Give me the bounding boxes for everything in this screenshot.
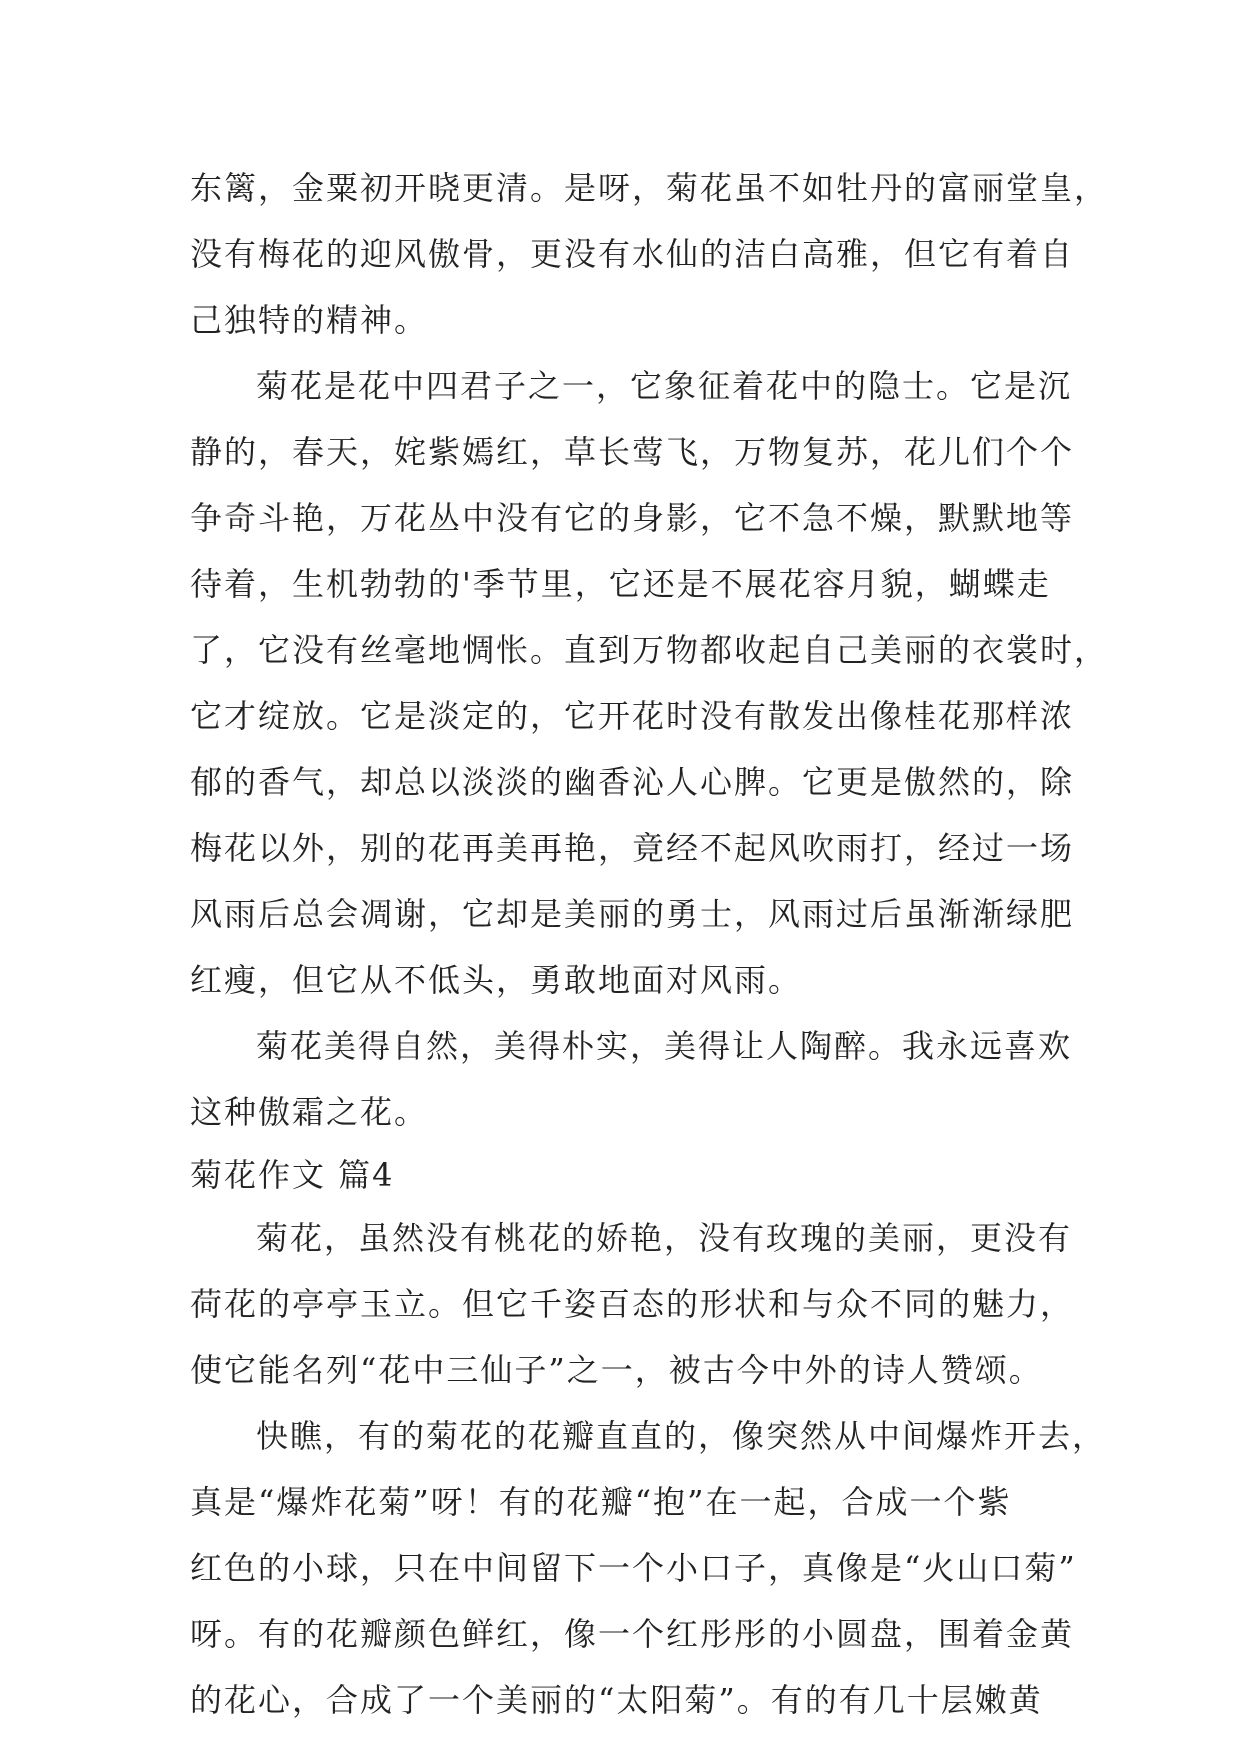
text-line: 争奇斗艳，万花丛中没有它的身影，它不急不燥，默默地等 bbox=[190, 499, 1075, 537]
text-line: 呀。有的花瓣颜色鲜红，像一个红彤彤的小圆盘，围着金黄 bbox=[190, 1615, 1075, 1653]
text-line: 红瘦，但它从不低头，勇敢地面对风雨。 bbox=[190, 961, 803, 999]
text-line: 这种傲霜之花。 bbox=[190, 1093, 429, 1131]
text-line: 己独特的精神。 bbox=[190, 301, 429, 339]
document-body bbox=[190, 155, 1109, 1733]
text-line: 东篱，金粟初开晓更清。是呀，菊花虽不如牡丹的富丽堂皇， bbox=[190, 169, 1109, 207]
text-line: 荷花的亭亭玉立。但它千姿百态的形状和与众不同的魅力， bbox=[190, 1285, 1075, 1323]
text-line: 郁的香气，却总以淡淡的幽香沁人心脾。它更是傲然的，除 bbox=[190, 763, 1075, 801]
text-line: 静的，春天，姹紫嫣红，草长莺飞，万物复苏，花儿们个个 bbox=[190, 433, 1075, 471]
text-line: 菊花美得自然，美得朴实，美得让人陶醉。我永远喜欢 bbox=[256, 1027, 1073, 1065]
text-line: 待着，生机勃勃的'季节里，它还是不展花容月貌，蝴蝶走 bbox=[190, 565, 1051, 603]
text-line: 真是“爆炸花菊”呀！有的花瓣“抱”在一起，合成一个紫 bbox=[190, 1483, 1012, 1521]
text-line: 了，它没有丝毫地惆怅。直到万物都收起自己美丽的衣裳时， bbox=[190, 631, 1109, 669]
text-line: 使它能名列“花中三仙子”之一，被古今中外的诗人赞颂。 bbox=[190, 1351, 1043, 1389]
text-line: 菊花是花中四君子之一，它象征着花中的隐士。它是沉 bbox=[256, 367, 1073, 405]
text-line: 的花心，合成了一个美丽的“太阳菊”。有的有几十层嫩黄 bbox=[190, 1681, 1043, 1719]
text-line: 梅花以外，别的花再美再艳，竟经不起风吹雨打，经过一场 bbox=[190, 829, 1075, 867]
text-line: 它才绽放。它是淡定的，它开花时没有散发出像桂花那样浓 bbox=[190, 697, 1075, 735]
text-line: 风雨后总会凋谢，它却是美丽的勇士，风雨过后虽渐渐绿肥 bbox=[190, 895, 1075, 933]
section-heading: 菊花作文 篇4 bbox=[190, 1156, 395, 1194]
text-line: 红色的小球，只在中间留下一个小口子，真像是“火山口菊” bbox=[190, 1549, 1077, 1587]
text-line: 菊花，虽然没有桃花的娇艳，没有玫瑰的美丽，更没有 bbox=[256, 1219, 1073, 1257]
text-line: 快瞧，有的菊花的花瓣直直的，像突然从中间爆炸开去， bbox=[256, 1417, 1107, 1455]
text-line: 没有梅花的迎风傲骨，更没有水仙的洁白高雅，但它有着自 bbox=[190, 235, 1075, 273]
